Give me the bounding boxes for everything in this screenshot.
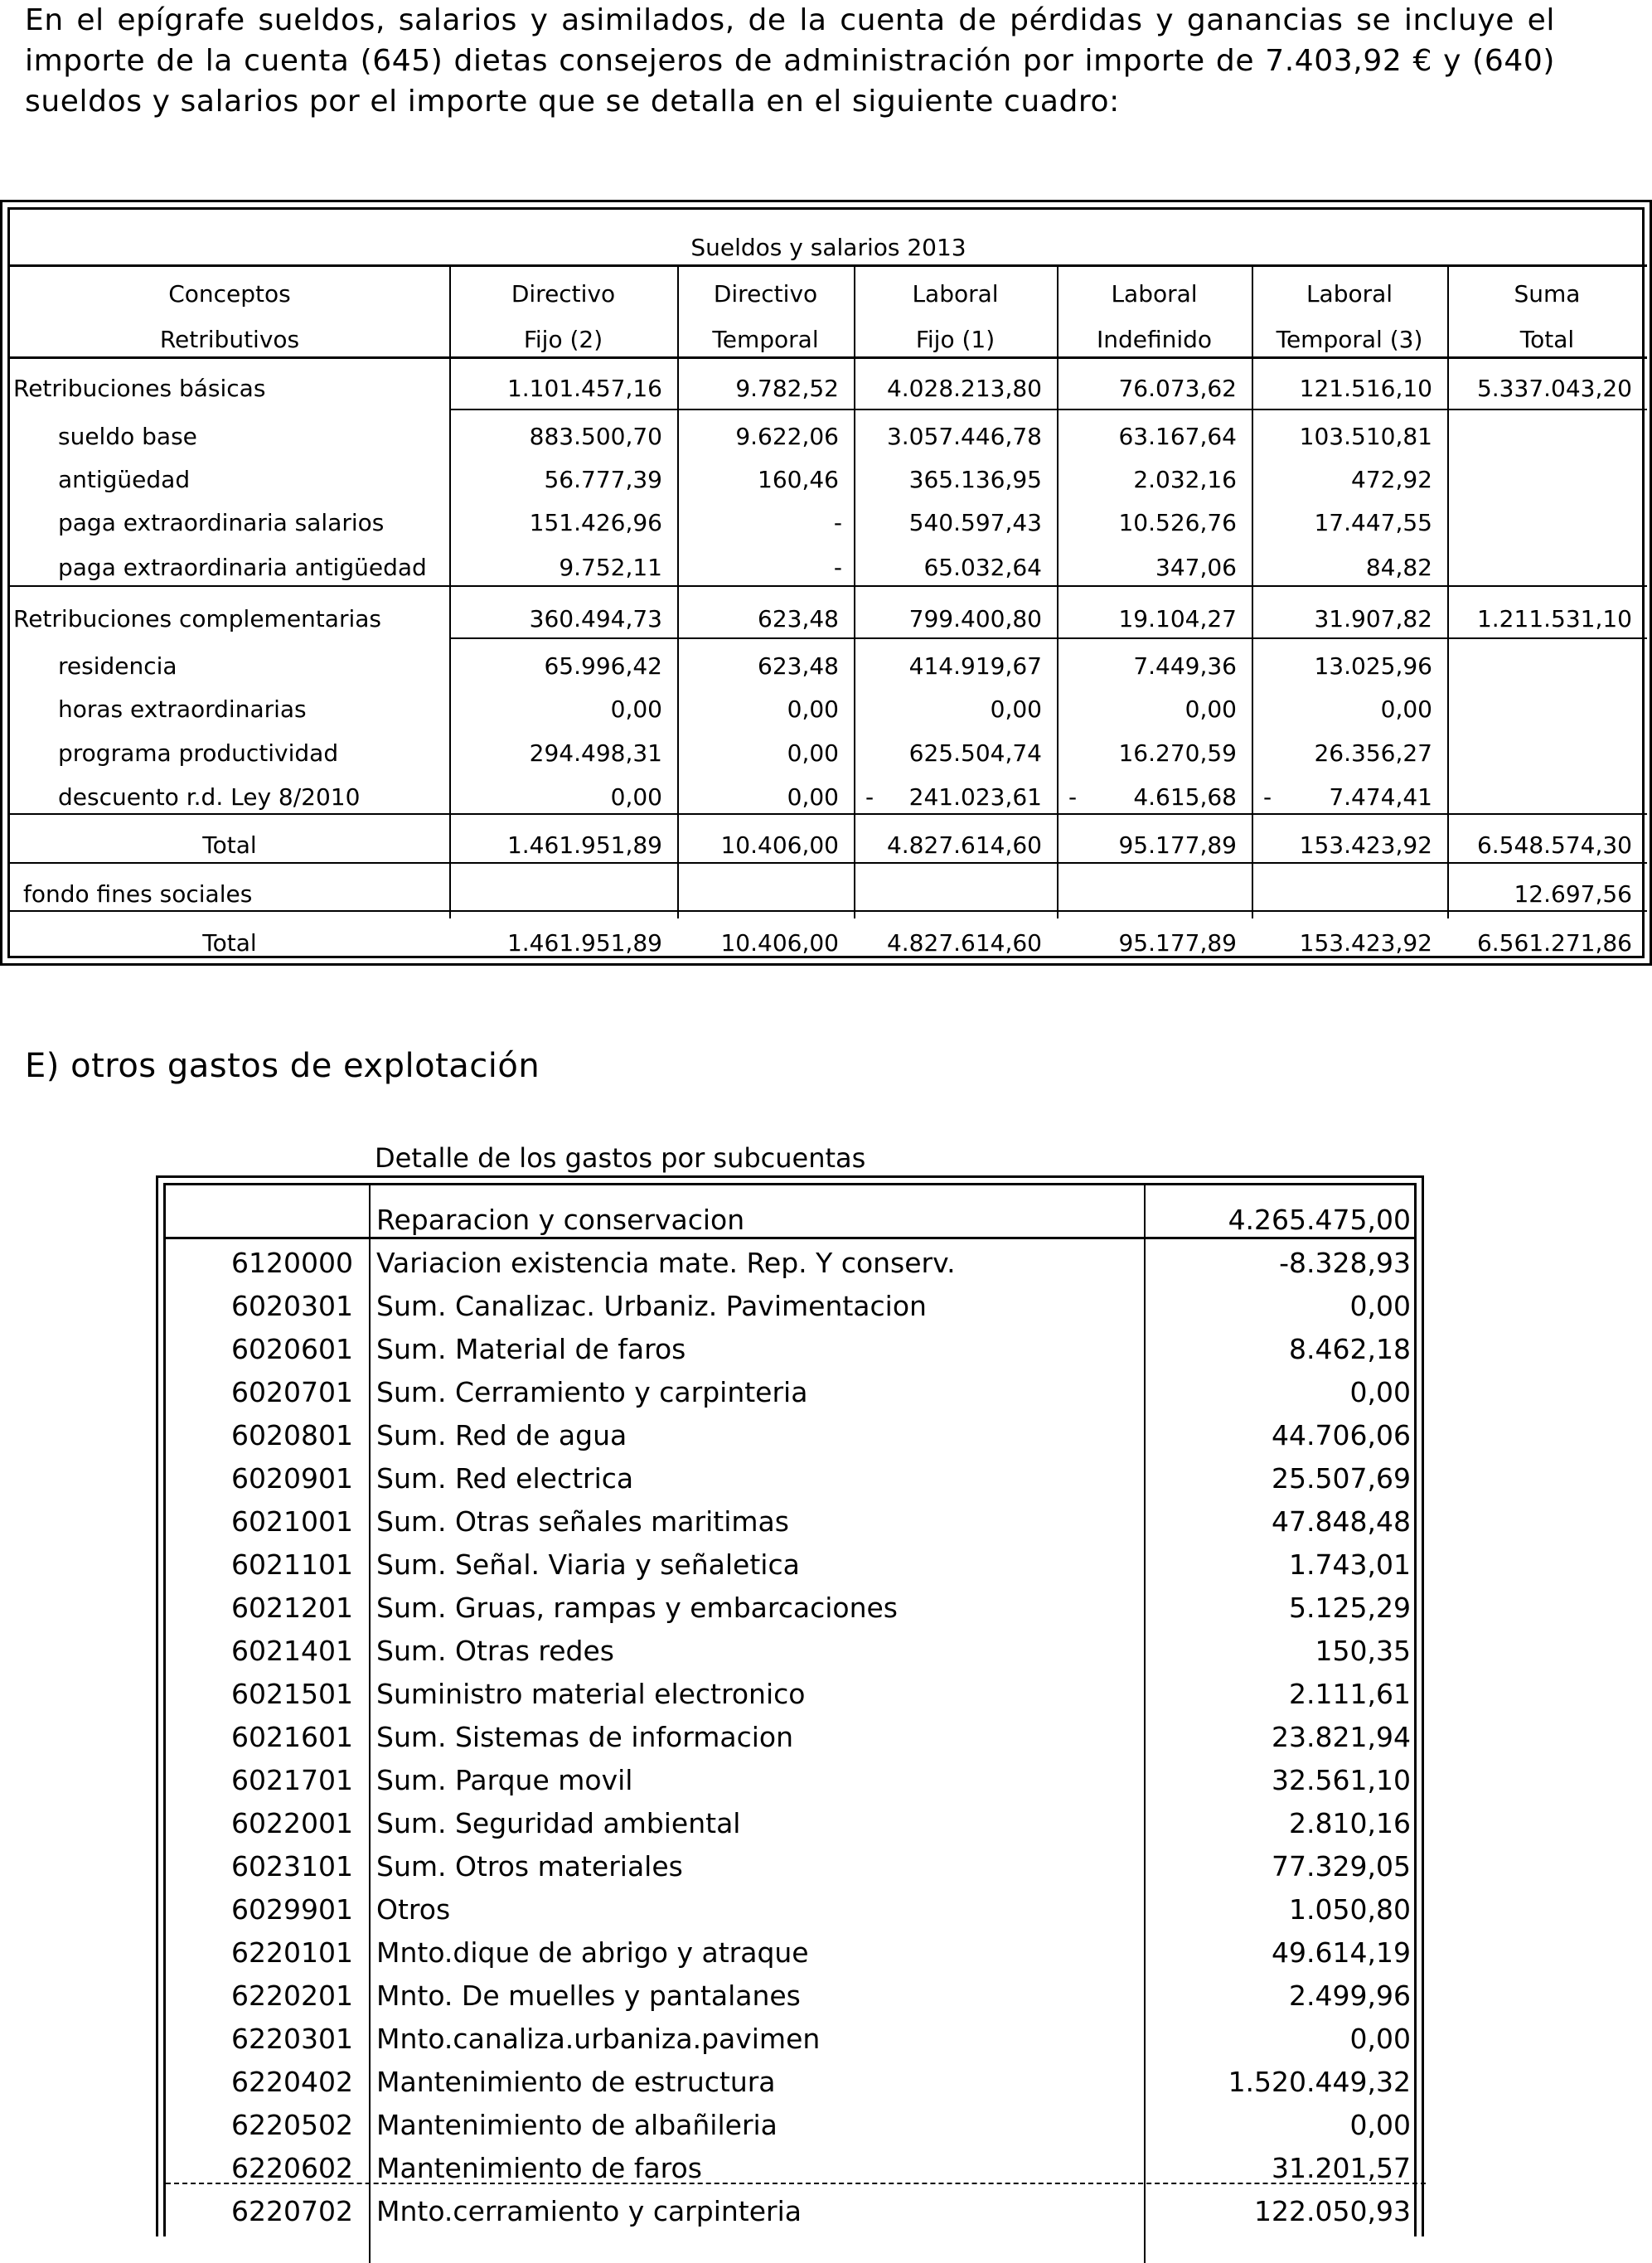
cell-value: 0,00	[787, 695, 839, 723]
table-rule	[449, 264, 451, 918]
column-header: Fijo (2)	[523, 326, 603, 353]
account-amount: 150,35	[1315, 1635, 1411, 1667]
negative-sign: -	[1263, 783, 1272, 811]
cell-value: 121.516,10	[1299, 375, 1432, 402]
page-break-dashed-line	[166, 2183, 1426, 2184]
account-code: 6021701	[231, 1764, 353, 1796]
row-label: sueldo base	[58, 423, 197, 450]
account-amount: 44.706,06	[1272, 1419, 1411, 1451]
account-amount: 0,00	[1349, 2023, 1411, 2055]
table-rule	[166, 1237, 1414, 1239]
table-rule	[449, 637, 1647, 639]
table-row	[166, 1414, 1414, 1457]
account-description: Sum. Material de faros	[376, 1333, 686, 1365]
table-rule	[1057, 264, 1059, 918]
row-label: Total	[202, 929, 257, 957]
cell-value: 153.423,92	[1299, 929, 1432, 957]
cell-value: 4.827.614,60	[886, 929, 1042, 957]
account-amount: 122.050,93	[1254, 2195, 1411, 2227]
cell-value: 360.494,73	[529, 605, 662, 632]
column-header: Directivo	[511, 280, 616, 308]
table-row	[166, 1845, 1414, 1888]
account-amount: 4.265.475,00	[1228, 1204, 1411, 1236]
cell-value: 2.032,16	[1133, 466, 1237, 493]
account-code: 6022001	[231, 1807, 353, 1839]
column-header: Temporal (3)	[1276, 326, 1423, 353]
row-label: fondo fines sociales	[23, 880, 253, 908]
account-code: 6021601	[231, 1721, 353, 1753]
account-code: 6021001	[231, 1505, 353, 1538]
cell-value: 1.211.531,10	[1476, 605, 1632, 632]
account-amount: 2.810,16	[1289, 1807, 1411, 1839]
account-amount: 0,00	[1349, 1290, 1411, 1322]
cell-value: 84,82	[1365, 554, 1432, 581]
cell-value: 0,00	[787, 783, 839, 811]
account-code: 6220101	[231, 1936, 353, 1969]
account-amount: 47.848,48	[1272, 1505, 1411, 1538]
cell-value: 540.597,43	[908, 509, 1042, 536]
table-rule	[677, 264, 679, 918]
account-amount: 25.507,69	[1272, 1462, 1411, 1495]
column-header: Total	[1519, 326, 1575, 353]
account-description: Mnto.canaliza.urbaniza.pavimen	[376, 2023, 821, 2055]
account-amount: 2.499,96	[1289, 1980, 1411, 2012]
cell-value: 0,00	[610, 695, 662, 723]
cell-value: 294.498,31	[529, 739, 662, 767]
cell-value: 6.548.574,30	[1476, 831, 1632, 859]
account-description: Sum. Red electrica	[376, 1462, 634, 1495]
account-code: 6220702	[231, 2195, 353, 2227]
cell-value: -	[833, 509, 842, 536]
table-row	[166, 1716, 1414, 1759]
table-rule	[10, 910, 1647, 912]
account-description: Sum. Otras señales maritimas	[376, 1505, 789, 1538]
account-amount: 77.329,05	[1272, 1850, 1411, 1883]
account-amount: 0,00	[1349, 2109, 1411, 2141]
account-amount: 31.201,57	[1272, 2152, 1411, 2184]
section-e-title: E) otros gastos de explotación	[25, 1047, 540, 1085]
account-amount: 0,00	[1349, 1376, 1411, 1408]
table-row	[166, 1802, 1414, 1845]
cell-value: 4.615,68	[1133, 783, 1237, 811]
account-code: 6021401	[231, 1635, 353, 1667]
cell-value: 7.474,41	[1329, 783, 1432, 811]
expenses-table-caption: Detalle de los gastos por subcuentas	[375, 1142, 866, 1174]
cell-value: 31.907,82	[1314, 605, 1432, 632]
account-code: 6120000	[231, 1247, 353, 1279]
table-row	[166, 1975, 1414, 2018]
cell-value: 17.447,55	[1314, 509, 1432, 536]
cell-value: 103.510,81	[1299, 423, 1432, 450]
account-description: Sum. Otras redes	[376, 1635, 614, 1667]
cell-value: 26.356,27	[1314, 739, 1432, 767]
cell-value: 153.423,92	[1299, 831, 1432, 859]
cell-value: 151.426,96	[529, 509, 662, 536]
account-description: Mnto. De muelles y pantalanes	[376, 1980, 801, 2012]
cell-value: 6.561.271,86	[1476, 929, 1632, 957]
cell-value: 625.504,74	[908, 739, 1042, 767]
account-amount: 2.111,61	[1289, 1678, 1411, 1710]
cell-value: 1.461.951,89	[506, 831, 662, 859]
table-rule	[854, 264, 855, 918]
cell-value: 0,00	[1184, 695, 1237, 723]
account-code: 6021501	[231, 1678, 353, 1710]
account-description: Mantenimiento de estructura	[376, 2066, 776, 2098]
row-label: programa productividad	[58, 739, 339, 767]
account-amount: 1.520.449,32	[1228, 2066, 1411, 2098]
account-code: 6020801	[231, 1419, 353, 1451]
table-rule	[1447, 264, 1449, 918]
column-header: Retributivos	[159, 326, 300, 353]
cell-value: 623,48	[758, 652, 839, 680]
cell-value: 799.400,80	[908, 605, 1042, 632]
account-description: Sum. Cerramiento y carpinteria	[376, 1376, 808, 1408]
account-description: Sum. Red de agua	[376, 1419, 627, 1451]
account-code: 6220402	[231, 2066, 353, 2098]
table-row	[166, 1543, 1414, 1587]
cell-value: 16.270,59	[1118, 739, 1237, 767]
table-row	[166, 1630, 1414, 1673]
column-header: Indefinido	[1096, 326, 1213, 353]
account-amount: 49.614,19	[1272, 1936, 1411, 1969]
account-description: Mantenimiento de albañileria	[376, 2109, 778, 2141]
table-row	[166, 1328, 1414, 1371]
account-description: Reparacion y conservacion	[376, 1204, 745, 1236]
table-header-row	[166, 1199, 1414, 1242]
row-label: antigüedad	[58, 466, 191, 493]
table-rule	[10, 264, 1647, 267]
salaries-table	[0, 200, 1652, 966]
table-rule	[10, 356, 1647, 359]
table-row	[166, 1285, 1414, 1328]
account-amount: 8.462,18	[1289, 1333, 1411, 1365]
cell-value: 0,00	[990, 695, 1042, 723]
table-rule	[449, 409, 1647, 410]
account-amount: 23.821,94	[1272, 1721, 1411, 1753]
row-label: Total	[202, 831, 257, 859]
account-description: Variacion existencia mate. Rep. Y conserv.	[376, 1247, 956, 1279]
cell-value: 160,46	[758, 466, 839, 493]
account-description: Mnto.dique de abrigo y atraque	[376, 1936, 809, 1969]
account-description: Sum. Señal. Viaria y señaletica	[376, 1548, 800, 1581]
cell-value: 4.827.614,60	[886, 831, 1042, 859]
cell-value: 10.406,00	[720, 831, 839, 859]
cell-value: 95.177,89	[1118, 929, 1237, 957]
account-code: 6220301	[231, 2023, 353, 2055]
table-row	[166, 2104, 1414, 2147]
cell-value: 365.136,95	[908, 466, 1042, 493]
cell-value: 9.752,11	[559, 554, 662, 581]
table-row	[166, 1888, 1414, 1931]
cell-value: 76.073,62	[1118, 375, 1237, 402]
table-row	[166, 1931, 1414, 1975]
account-code: 6220502	[231, 2109, 353, 2141]
cell-value: -	[833, 554, 842, 581]
column-header: Conceptos	[168, 280, 291, 308]
account-description: Sum. Parque movil	[376, 1764, 633, 1796]
row-label: horas extraordinarias	[58, 695, 307, 723]
cell-value: 347,06	[1155, 554, 1237, 581]
expenses-table	[156, 1175, 1424, 2236]
table-rule	[10, 862, 1647, 864]
table-rule	[10, 813, 1647, 815]
table-row	[166, 1587, 1414, 1630]
account-description: Sum. Canalizac. Urbaniz. Pavimentacion	[376, 1290, 927, 1322]
cell-value: 0,00	[610, 783, 662, 811]
cell-value: 95.177,89	[1118, 831, 1237, 859]
cell-value: 1.461.951,89	[506, 929, 662, 957]
intro-paragraph: En el epígrafe sueldos, salarios y asimilados, de la cuenta de pérdidas y ganancias se incluye el importe de la cuenta (645) dietas consejeros de administración por importe de 7.403,92 € y (640) sueldos y salarios por el importe que se detalla en el siguiente cuadro:	[25, 3, 1555, 119]
table-rule	[1252, 264, 1253, 918]
row-label: paga extraordinaria antigüedad	[58, 554, 427, 581]
account-amount: 32.561,10	[1272, 1764, 1411, 1796]
cell-value: 65.032,64	[923, 554, 1042, 581]
account-code: 6021101	[231, 1548, 353, 1581]
account-description: Sum. Otros materiales	[376, 1850, 683, 1883]
table-row	[166, 1673, 1414, 1716]
account-code: 6020601	[231, 1333, 353, 1365]
account-amount: 5.125,29	[1289, 1592, 1411, 1624]
salaries-table-title: Sueldos y salarios 2013	[690, 234, 966, 261]
column-header: Temporal	[712, 326, 819, 353]
account-code: 6021201	[231, 1592, 353, 1624]
table-row	[166, 1457, 1414, 1500]
account-amount: -8.328,93	[1279, 1247, 1411, 1279]
account-code: 6220201	[231, 1980, 353, 2012]
account-code: 6020701	[231, 1376, 353, 1408]
table-rule	[10, 585, 1647, 587]
cell-value: 12.697,56	[1514, 880, 1632, 908]
cell-value: 7.449,36	[1133, 652, 1237, 680]
account-description: Suministro material electronico	[376, 1678, 806, 1710]
column-header: Laboral	[912, 280, 999, 308]
cell-value: 883.500,70	[529, 423, 662, 450]
cell-value: 1.101.457,16	[506, 375, 662, 402]
cell-value: 623,48	[758, 605, 839, 632]
table-row	[166, 2190, 1414, 2233]
account-code: 6020901	[231, 1462, 353, 1495]
account-description: Mantenimiento de faros	[376, 2152, 702, 2184]
cell-value: 56.777,39	[544, 466, 662, 493]
account-description: Otros	[376, 1893, 451, 1926]
column-header: Directivo	[713, 280, 818, 308]
cell-value: 10.406,00	[720, 929, 839, 957]
account-description: Mnto.cerramiento y carpinteria	[376, 2195, 802, 2227]
cell-value: 65.996,42	[544, 652, 662, 680]
account-code: 6023101	[231, 1850, 353, 1883]
cell-value: 10.526,76	[1118, 509, 1237, 536]
cell-value: 0,00	[1380, 695, 1432, 723]
cell-value: 4.028.213,80	[886, 375, 1042, 402]
cell-value: 241.023,61	[908, 783, 1042, 811]
table-row	[166, 2061, 1414, 2104]
account-description: Sum. Gruas, rampas y embarcaciones	[376, 1592, 898, 1624]
cell-value: 63.167,64	[1118, 423, 1237, 450]
cell-value: 9.622,06	[735, 423, 839, 450]
table-row	[166, 1500, 1414, 1543]
row-label: descuento r.d. Ley 8/2010	[58, 783, 361, 811]
row-label: Retribuciones complementarias	[13, 605, 381, 632]
account-amount: 1.050,80	[1289, 1893, 1411, 1926]
cell-value: 0,00	[787, 739, 839, 767]
table-row	[166, 2018, 1414, 2061]
negative-sign: -	[865, 783, 874, 811]
table-row	[166, 1371, 1414, 1414]
negative-sign: -	[1068, 783, 1078, 811]
row-label: residencia	[58, 652, 177, 680]
account-code: 6029901	[231, 1893, 353, 1926]
table-row	[166, 1759, 1414, 1802]
row-label: paga extraordinaria salarios	[58, 509, 385, 536]
cell-value: 5.337.043,20	[1476, 375, 1632, 402]
column-header: Laboral	[1306, 280, 1393, 308]
cell-value: 19.104,27	[1118, 605, 1237, 632]
account-code: 6220602	[231, 2152, 353, 2184]
table-row	[166, 1242, 1414, 1285]
cell-value: 13.025,96	[1314, 652, 1432, 680]
account-amount: 1.743,01	[1289, 1548, 1411, 1581]
cell-value: 3.057.446,78	[886, 423, 1042, 450]
column-header: Laboral	[1111, 280, 1198, 308]
account-description: Sum. Sistemas de informacion	[376, 1721, 793, 1753]
account-code: 6020301	[231, 1290, 353, 1322]
column-header: Fijo (1)	[915, 326, 996, 353]
cell-value: 9.782,52	[735, 375, 839, 402]
column-header: Suma	[1514, 280, 1581, 308]
row-label: Retribuciones básicas	[13, 375, 266, 402]
cell-value: 472,92	[1351, 466, 1432, 493]
cell-value: 414.919,67	[908, 652, 1042, 680]
account-description: Sum. Seguridad ambiental	[376, 1807, 741, 1839]
